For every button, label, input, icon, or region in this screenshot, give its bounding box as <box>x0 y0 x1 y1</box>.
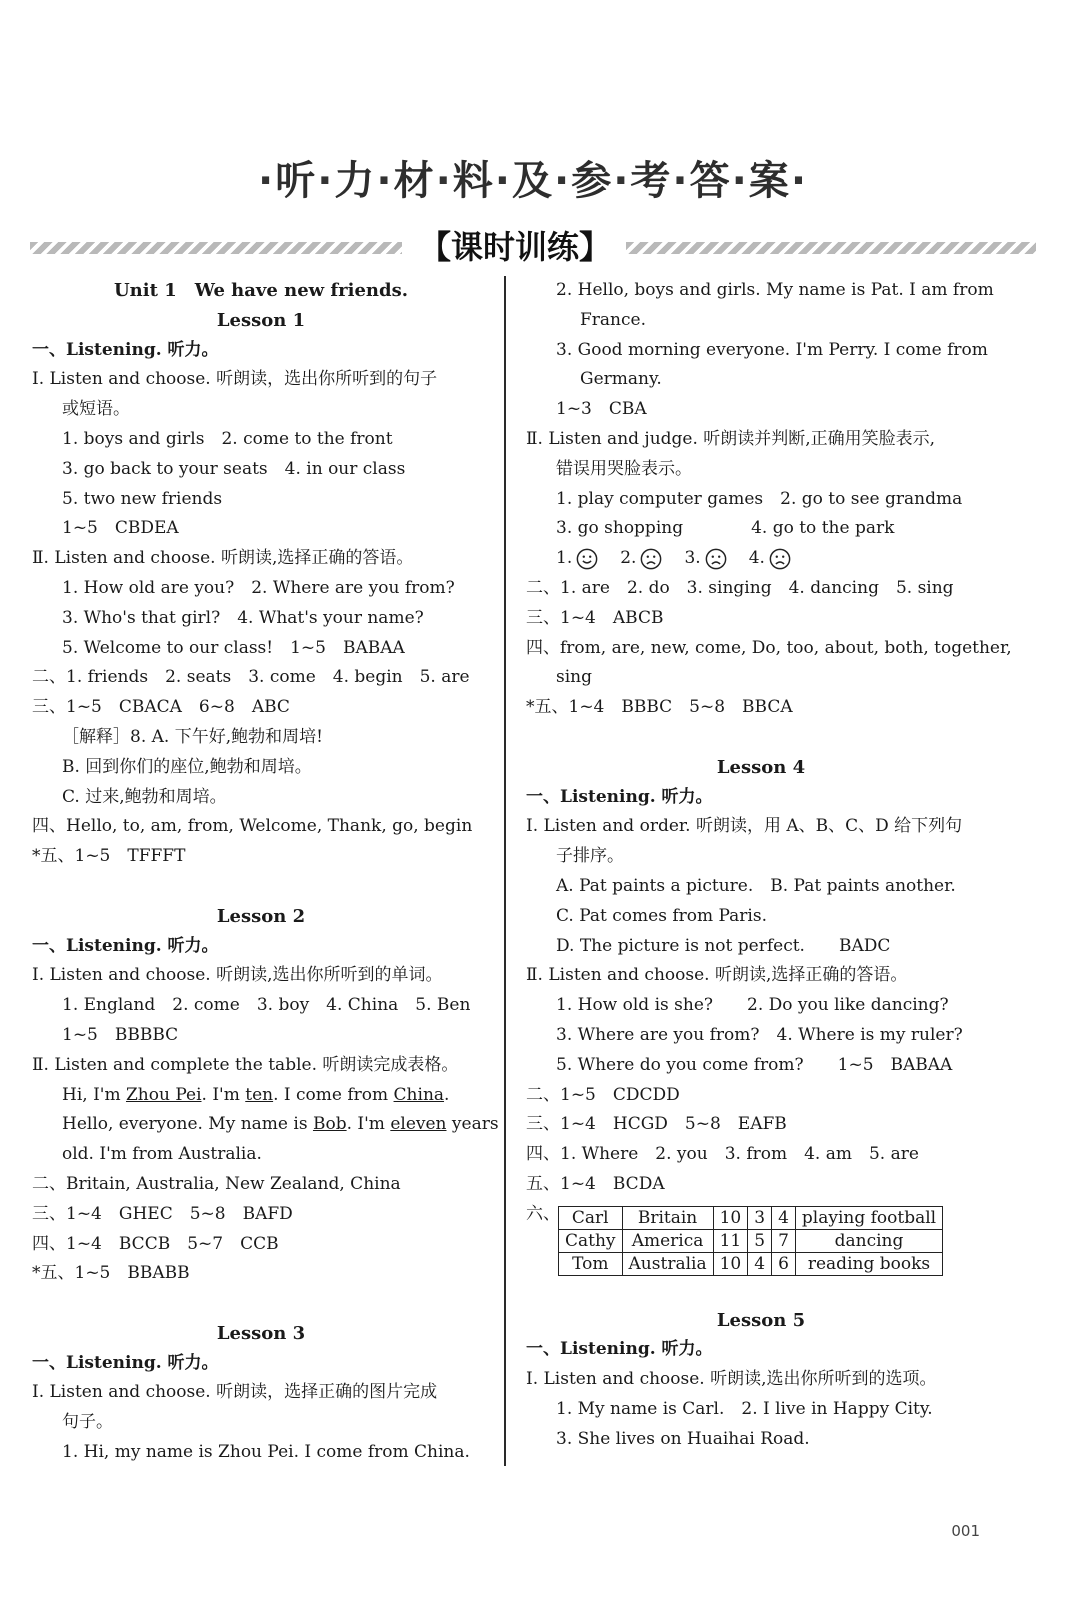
answer-line: sing <box>556 667 592 688</box>
answer-line: 五、1~4 BCDA <box>526 1173 665 1194</box>
answer-line: *五、1~5 BBABB <box>32 1263 190 1284</box>
answer-line: 三、1~4 GHEC 5~8 BAFD <box>32 1203 293 1224</box>
crying-face-icon <box>640 548 662 570</box>
answer-line: 二、Britain, Australia, New Zealand, China <box>32 1173 401 1194</box>
answer-line: 或短语。 <box>62 399 130 420</box>
page-title: ·听·力·材·料·及·参·考·答·案· <box>257 158 809 204</box>
answer-line: 5. two new friends <box>62 488 223 509</box>
title-char: 考 <box>630 158 673 204</box>
title-char: 及 <box>512 158 554 204</box>
title-char: 材 <box>393 158 436 204</box>
decorative-stripes-right <box>626 242 1036 254</box>
answer-line: 1. boys and girls 2. come to the front <box>62 428 393 449</box>
answer-line: 1. play computer games 2. go to see grandma <box>556 488 963 509</box>
crying-face-icon <box>705 548 727 570</box>
answer-line: 1. My name is Carl. 2. I live in Happy City. <box>556 1398 933 1419</box>
table-cell: Australia <box>622 1252 713 1275</box>
answer-line: 四、1. Where 2. you 3. from 4. am 5. are <box>526 1144 919 1165</box>
text-run: . I'm <box>346 1114 391 1135</box>
face-number: 1. <box>556 548 573 569</box>
answer-line <box>32 1110 499 1140</box>
table-row <box>559 1206 943 1229</box>
table-cell: Carl <box>559 1206 623 1229</box>
answer-line: 一、Listening. 听力。 <box>32 1352 219 1373</box>
answer-table-block <box>526 1200 996 1276</box>
answer-line: Ⅱ. Listen and complete the table. 听朗读完成表格。 <box>32 1054 459 1075</box>
answer-line: Ⅰ. Listen and choose. 听朗读,选出你所听到的单词。 <box>32 965 443 986</box>
table-row <box>559 1229 943 1252</box>
lesson-heading: Lesson 1 <box>216 309 306 331</box>
table-cell: America <box>622 1229 713 1252</box>
answer-line: Ⅰ. Listen and choose. 听朗读,选出你所听到的选项。 <box>526 1369 937 1390</box>
table-cell: 7 <box>772 1229 796 1252</box>
table-cell: 10 <box>713 1206 748 1229</box>
answer-line: C. 过来,鲍勃和周培。 <box>62 786 227 807</box>
table-cell: 6 <box>772 1252 796 1275</box>
filled-answer: Bob <box>312 1114 347 1135</box>
face-number: 2. <box>620 548 637 569</box>
section-title: 【课时训练】 <box>418 228 611 266</box>
answer-line: 二、1. are 2. do 3. singing 4. dancing 5. sing <box>526 577 954 598</box>
section-bar <box>30 224 1036 270</box>
lesson-heading: Lesson 3 <box>216 1322 306 1344</box>
answer-line: 3. go shopping 4. go to the park <box>556 518 895 539</box>
answer-line: *五、1~4 BBBC 5~8 BBCA <box>526 697 793 718</box>
text-run: Hi, I'm <box>62 1084 126 1105</box>
table-label: 六、 <box>526 1203 560 1224</box>
answer-line: 四、1~4 BCCB 5~7 CCB <box>32 1233 279 1254</box>
table-cell: 4 <box>772 1206 796 1229</box>
filled-answer: eleven <box>390 1114 447 1135</box>
spacer <box>32 872 490 902</box>
answer-line: Ⅱ. Listen and choose. 听朗读,选择正确的答语。 <box>526 965 908 986</box>
answer-line: 四、Hello, to, am, from, Welcome, Thank, go, begin <box>32 816 473 837</box>
answer-line: 错误用哭脸表示。 <box>556 458 692 479</box>
answer-line: Ⅰ. Listen and choose. 听朗读，选出你所听到的句子 <box>32 369 438 390</box>
face-number: 4. <box>748 548 765 569</box>
text-run: . I come from <box>273 1084 394 1105</box>
lesson-heading: Lesson 5 <box>716 1309 806 1331</box>
title-char: 答 <box>689 158 732 204</box>
table-cell: 5 <box>748 1229 772 1252</box>
answer-line: 1~5 BBBBC <box>62 1024 179 1045</box>
answer-line: Ⅱ. Listen and judge. 听朗读并判断,正确用笑脸表示, <box>526 428 936 449</box>
face-number: 3. <box>684 548 701 569</box>
table-cell: Britain <box>622 1206 713 1229</box>
title-char: 料 <box>452 158 495 204</box>
answer-line: 1. How old are you? 2. Where are you from? <box>62 577 455 598</box>
table-cell: playing football <box>795 1206 942 1229</box>
lesson-heading: Lesson 2 <box>216 905 306 927</box>
answer-line: 1. Hi, my name is Zhou Pei. I come from China. <box>62 1442 470 1463</box>
answer-line: 三、1~4 ABCB <box>526 607 664 628</box>
answer-line: 1~3 CBA <box>556 399 647 420</box>
answer-line: 一、Listening. 听力。 <box>526 1339 713 1360</box>
decorative-stripes-left <box>30 242 402 254</box>
answer-line: old. I'm from Australia. <box>62 1144 262 1165</box>
answer-line: B. 回到你们的座位,鲍勃和周培。 <box>62 756 312 777</box>
table-cell: 11 <box>713 1229 748 1252</box>
answer-line: 3. Where are you from? 4. Where is my ruler? <box>556 1024 963 1045</box>
page-number: 001 <box>951 1522 980 1540</box>
answer-line: 3. Who's that girl? 4. What's your name? <box>62 607 424 628</box>
table-cell: 10 <box>713 1252 748 1275</box>
answer-line: Germany. <box>580 369 662 390</box>
table-cell: reading books <box>795 1252 942 1275</box>
answer-line: 5. Where do you come from? 1~5 BABAA <box>556 1054 953 1075</box>
answer-line: 2. Hello, boys and girls. My name is Pat. I am from <box>556 280 994 300</box>
answer-line: Ⅰ. Listen and order. 听朗读，用 A、B、C、D 给下列句 <box>526 816 963 837</box>
answer-line: A. Pat paints a picture. B. Pat paints another. <box>556 875 956 896</box>
title-char: 参 <box>571 158 614 204</box>
answer-line: 1~5 CBDEA <box>62 518 179 539</box>
table-cell: 3 <box>748 1206 772 1229</box>
answer-line: France. <box>580 309 646 330</box>
answer-line: C. Pat comes from Paris. <box>556 905 767 926</box>
answer-line: 1. How old is she? 2. Do you like dancing? <box>556 995 949 1016</box>
answer-line: 三、1~4 HCGD 5~8 EAFB <box>526 1114 787 1135</box>
filled-answer: ten <box>245 1084 274 1105</box>
table-row <box>559 1252 943 1275</box>
answer-line: 四、from, are, new, come, Do, too, about, both, together, <box>526 637 1012 658</box>
answer-line: 二、1. friends 2. seats 3. come 4. begin 5. are <box>32 667 470 688</box>
answer-line: 一、Listening. 听力。 <box>32 935 219 956</box>
title-char: 案 <box>748 158 791 204</box>
answer-line: 5. Welcome to our class! 1~5 BABAA <box>62 637 405 658</box>
answer-line: *五、1~5 TFFFT <box>32 846 186 867</box>
answer-table <box>558 1206 943 1276</box>
crying-face-icon <box>769 548 791 570</box>
spacer <box>526 1276 996 1306</box>
filled-answer: China <box>393 1084 445 1105</box>
answer-line: 一、Listening. 听力。 <box>32 339 219 360</box>
table-cell: Cathy <box>559 1229 623 1252</box>
table-cell: Tom <box>559 1252 623 1275</box>
spacer <box>32 1289 490 1319</box>
answer-line: 3. She lives on Huaihai Road. <box>556 1428 810 1449</box>
table-cell: 4 <box>748 1252 772 1275</box>
answer-line: 句子。 <box>62 1412 113 1433</box>
title-char: 力 <box>334 158 377 204</box>
answer-line <box>32 1081 490 1111</box>
left-column <box>32 276 499 1468</box>
faces-row <box>526 544 996 574</box>
table-cell: dancing <box>795 1229 942 1252</box>
text-run: Hello, everyone. My name is <box>62 1114 313 1135</box>
answer-line: Ⅱ. Listen and choose. 听朗读,选择正确的答语。 <box>32 548 414 569</box>
text-run: . I'm <box>201 1084 246 1105</box>
right-column <box>526 276 1012 1454</box>
filled-answer: Zhou Pei <box>125 1084 202 1105</box>
answer-line: 一、Listening. 听力。 <box>526 786 713 807</box>
answer-line: 子排序。 <box>556 846 624 867</box>
title-char: 听 <box>275 158 318 204</box>
answer-line: D. The picture is not perfect. BADC <box>556 935 891 956</box>
answer-line: 三、1~5 CBACA 6~8 ABC <box>32 697 290 718</box>
spacer <box>526 723 996 753</box>
answer-line: 二、1~5 CDCDD <box>526 1084 680 1105</box>
answer-line: ［解释］8. A. 下午好,鲍勃和周培! <box>62 726 323 747</box>
answer-line: 3. Good morning everyone. I'm Perry. I come from <box>556 339 988 360</box>
answer-line: Ⅰ. Listen and choose. 听朗读，选择正确的图片完成 <box>32 1382 438 1403</box>
answer-line: 3. go back to your seats 4. in our class <box>62 458 406 479</box>
lesson-heading: Lesson 4 <box>716 756 806 778</box>
lesson-heading: Unit 1 We have new friends. <box>113 280 408 301</box>
column-divider <box>504 276 506 1466</box>
text-run: years <box>446 1114 499 1135</box>
answer-line: 1. England 2. come 3. boy 4. China 5. Ben <box>62 995 471 1016</box>
smiley-face-icon <box>576 548 598 570</box>
text-run: . <box>444 1084 450 1105</box>
